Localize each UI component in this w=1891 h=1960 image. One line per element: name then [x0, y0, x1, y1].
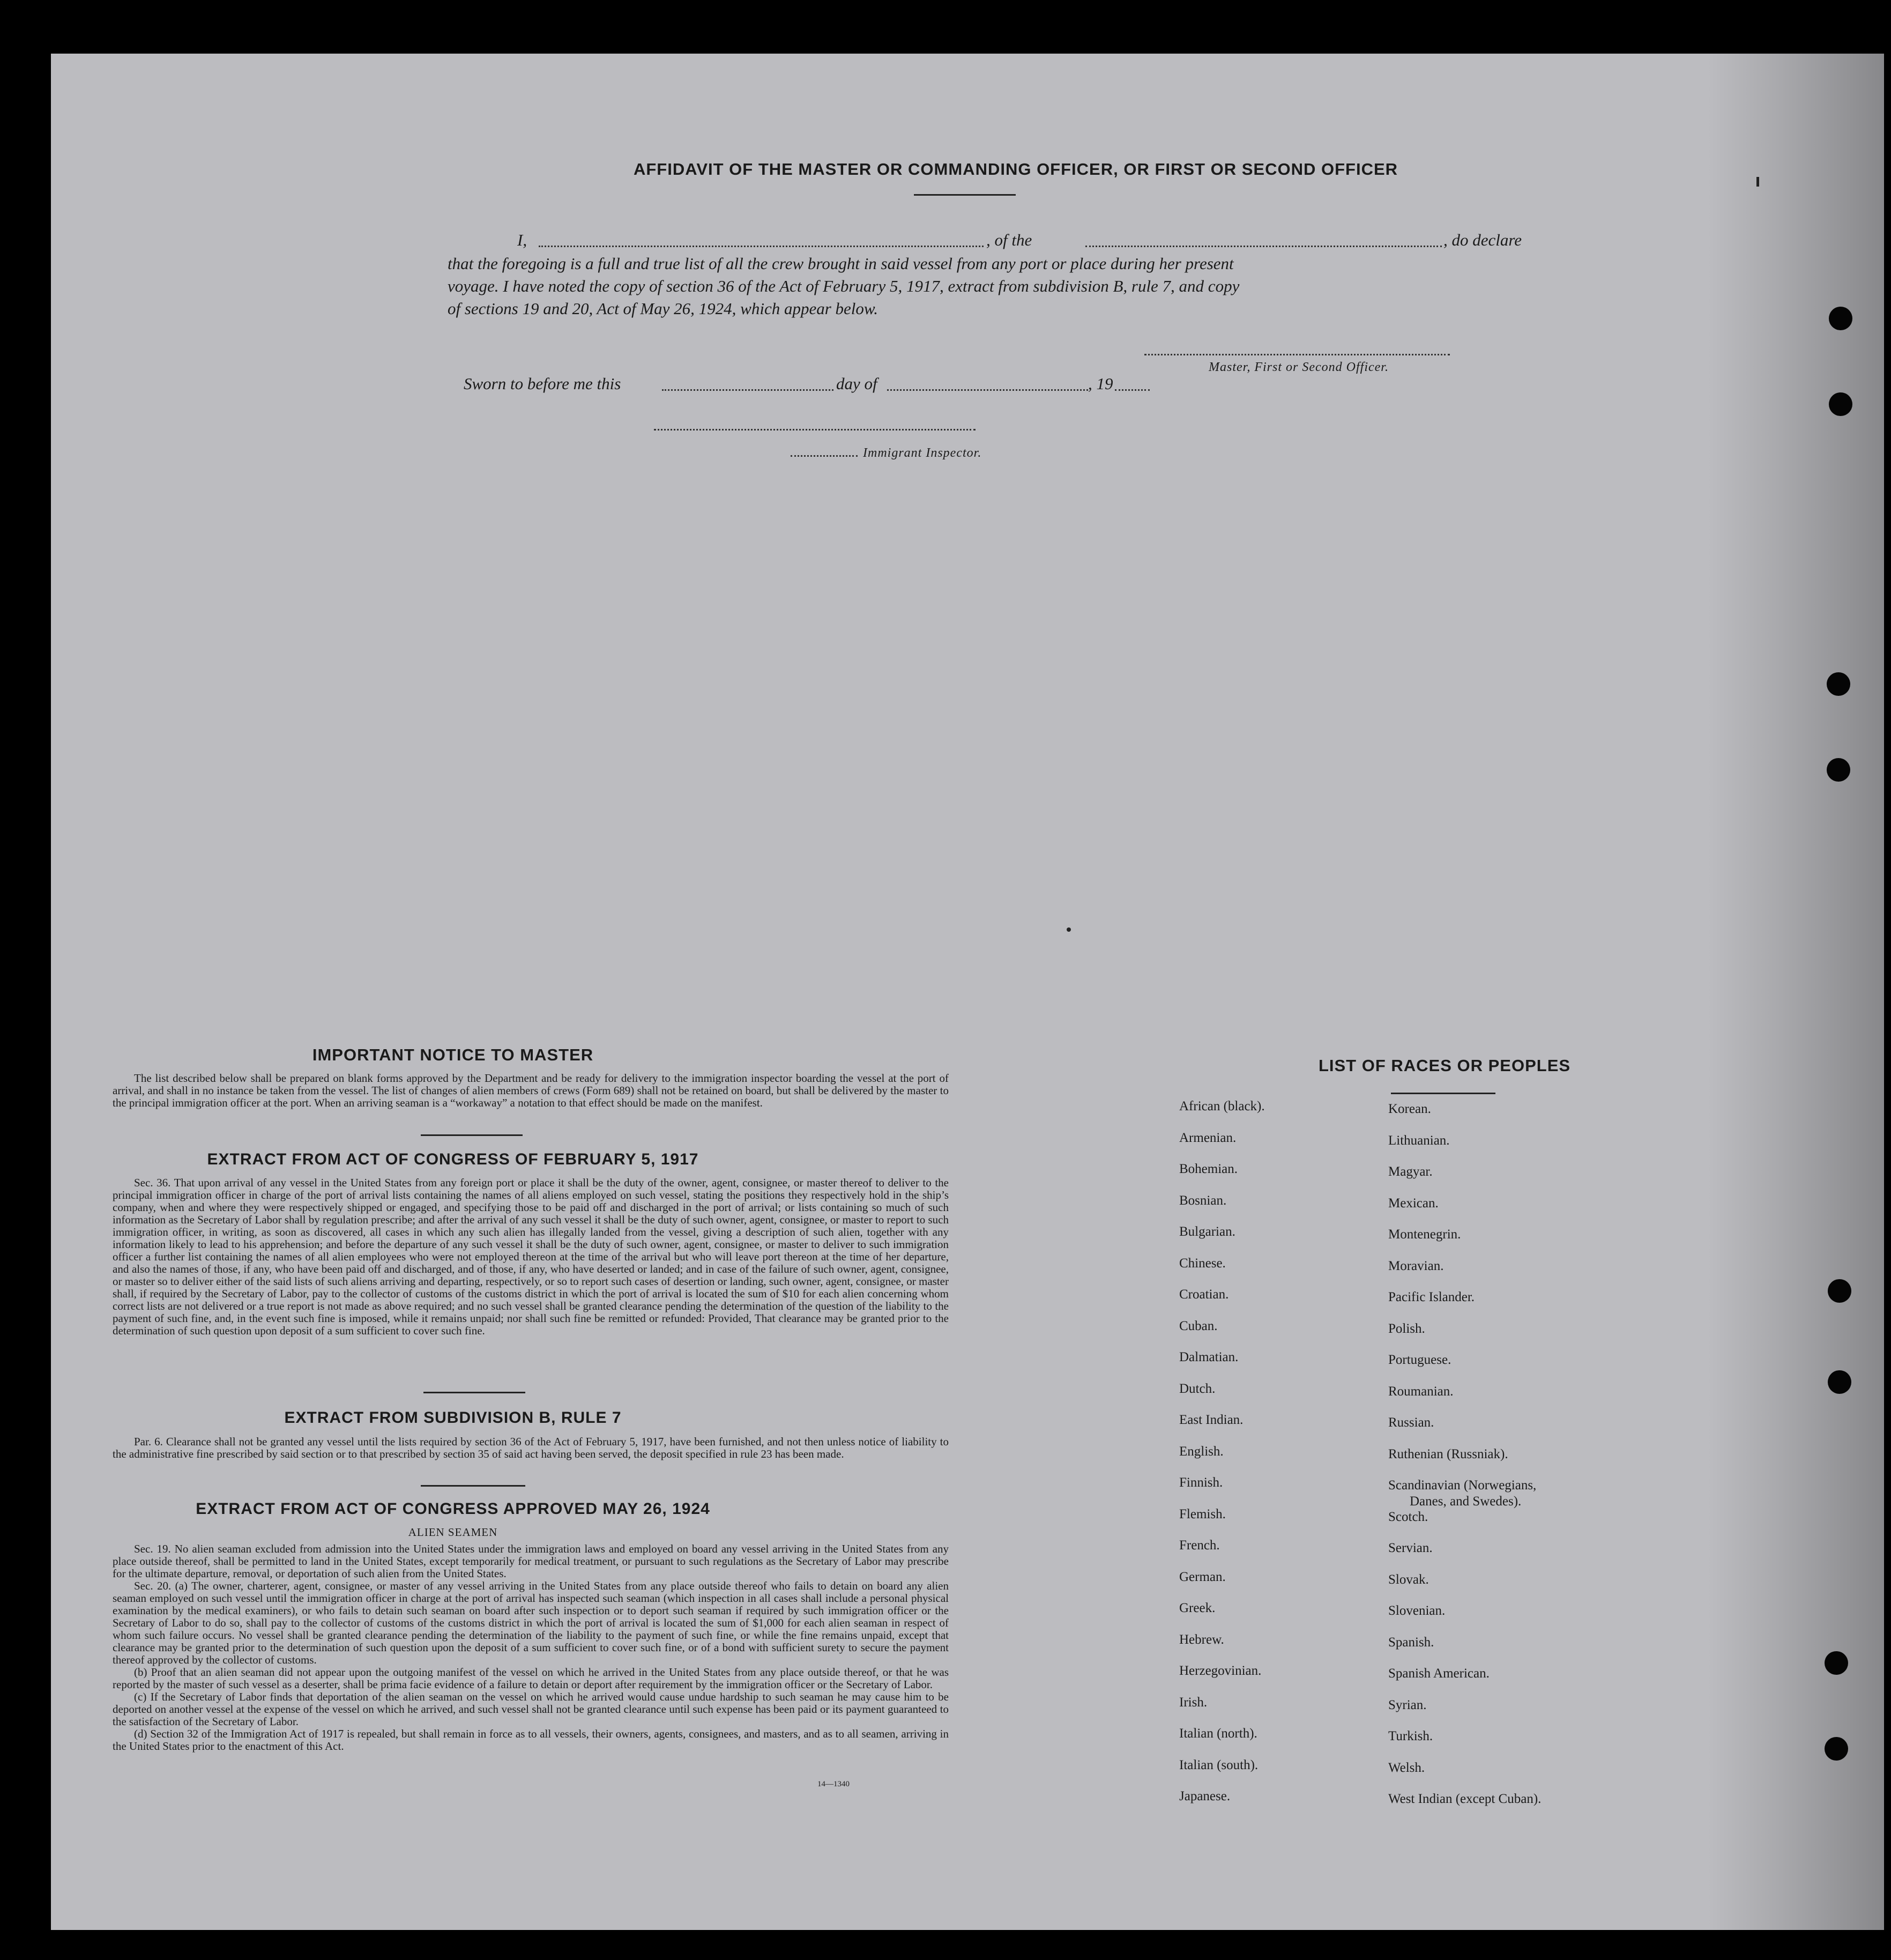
binder-hole [1829, 392, 1852, 416]
name-blank-field[interactable] [539, 234, 984, 247]
race-item: Croatian. [1179, 1287, 1229, 1302]
binder-hole [1827, 758, 1850, 782]
race-item: Chinese. [1179, 1256, 1226, 1271]
alien-seamen-subtitle: ALIEN SEAMEN [408, 1526, 498, 1539]
race-item: Mexican. [1388, 1196, 1439, 1211]
race-item: Slovak. [1388, 1572, 1429, 1587]
section-20d-paragraph: (d) Section 32 of the Immigration Act of 1917 is repealed, but shall remain in force as to all vessels, their owners, agents, consignees, and masters, and as to all seamen, arriving in the United States prior to the enactment of this Act. [113, 1727, 949, 1753]
race-item: Turkish. [1388, 1729, 1433, 1743]
affidavit-line-4: of sections 19 and 20, Act of May 26, 1924, which appear below. [448, 299, 879, 318]
title-divider [914, 194, 1016, 196]
vessel-blank-field[interactable] [1085, 234, 1442, 247]
section-36-paragraph: Sec. 36. That upon arrival of any vessel in the United States from any foreign port or place it shall be the duty of the owner, agent, consignee, or master thereof to deliver to the principal immigration officer in charge of the port of arrival lists containing the names of all aliens employed on such vessel, stating the positions they respectively hold in the ship’s company, when and where they were respectively shipped or engaged, and specifying those to be paid off and discharged in the port of arrival; or lists containing so much of such information as the Secretary of Labor shall by regulation prescribe; and after the arrival of any such vessel it shall be the duty of such owner, agent, consignee, or master to report to such immigration officer, in writing, as soon as discovered, all cases in which any such alien has illegally landed from the vessel, giving a description of such alien, together with any information likely to lead to his apprehension; and before the departure of any such vessel it shall be the duty of such owner, agent, consignee, or master to deliver to such immigration officer a further list containing the names of all alien employees who were not employed thereon at the time of the arrival but who will leave port thereon at the time of her departure, and also the names of those, if any, who have been paid off and discharged, and of those, if any, who have deserted or landed; and in case of the failure of such owner, agent, consignee, or master so to deliver either of the said lists of such aliens arriving and departing, respectively, or so to report such cases of desertion or landing, such owner, agent, consignee, or master shall, if required by the Secretary of Labor, pay to the collector of customs of the customs district in which the port of arrival is located the sum of $10 for each alien concerning whom correct lists are not delivered or a true report is not made as above required; and no such vessel shall be granted clearance pending the determination of the question of the liability to the payment of such fine, and, in the event such fine is imposed, while it remains unpaid; nor shall such fine be remitted or refunded: Provided, That clearance may be granted prior to the determination of such question upon deposit of a sum sufficient to cover such fine. [113, 1176, 949, 1337]
race-item: East Indian. [1179, 1413, 1244, 1427]
affidavit-i: I, [517, 231, 527, 249]
notice-title: IMPORTANT NOTICE TO MASTER [312, 1045, 594, 1064]
race-item: African (black). [1179, 1099, 1265, 1113]
race-item: Japanese. [1179, 1789, 1231, 1803]
race-item: Flemish. [1179, 1506, 1226, 1521]
sworn-year: , 19 [1088, 374, 1113, 393]
extract-1924-title: EXTRACT FROM ACT OF CONGRESS APPROVED MAY 26, 1924 [196, 1500, 710, 1518]
race-item: Slovenian. [1388, 1603, 1446, 1618]
race-item: Dutch. [1179, 1381, 1216, 1396]
race-item: Spanish. [1388, 1635, 1434, 1650]
rule-7-body [113, 1436, 949, 1460]
race-item: Greek. [1179, 1601, 1216, 1615]
race-item: Pacific Islander. [1388, 1290, 1475, 1304]
inspector-caption: Immigrant Inspector. [863, 446, 982, 460]
notice-divider [421, 1134, 523, 1136]
race-item: Magyar. [1388, 1164, 1433, 1179]
binder-hole [1827, 672, 1850, 696]
race-item: Welsh. [1388, 1760, 1425, 1775]
race-item: Italian (south). [1179, 1757, 1259, 1772]
races-left-column [1179, 1099, 1367, 1821]
race-item: Italian (north). [1179, 1726, 1257, 1741]
sworn-day-of: day of [836, 374, 877, 393]
race-item: Russian. [1388, 1415, 1434, 1430]
race-item: Armenian. [1179, 1130, 1237, 1145]
form-number: 14—1340 [817, 1780, 850, 1788]
race-item: Hebrew. [1179, 1632, 1224, 1647]
master-signature-line[interactable] [1144, 354, 1450, 355]
section-20a-paragraph: Sec. 20. (a) The owner, charterer, agent, consignee, or master of any vessel arriving in the United States from any place outside thereof who fails to detain on board any alien seaman employed on such vessel until the immigration officer in charge at the port of arrival has inspected such seaman (which inspection in all cases shall include a personal physical examination by the medical examiners), or who fails to detain such seaman on board after such inspection or to deport such seaman if required by such immigration officer or the Secretary of Labor to do so, shall pay to the collector of customs of the customs district in which the port of arrival is located the sum of $1,000 for each alien seaman in respect of whom such failure occurs. No vessel shall be granted clearance pending the determination of the liability to the payment of such fine, or while the fine remains unpaid, except that clearance may be granted prior to the determination of such question upon the deposit of a sum sufficient to cover such fine, or of a bond with sufficient surety to secure the payment thereof approved by the collector of customs. [113, 1579, 949, 1666]
extract-1917-body [113, 1177, 949, 1337]
race-item: English. [1179, 1444, 1224, 1459]
inspector-signature-line[interactable] [654, 429, 976, 430]
scan-mark [1756, 177, 1759, 187]
section-20c-paragraph: (c) If the Secretary of Labor finds that deportation of the alien seaman on the vessel on which he arrived would cause undue hardship to such seaman he may cause him to be deported on another vessel at the expense of the vessel on which he arrived, and such vessel shall not be granted clearance until such expense has been paid or its payment guaranteed to the satisfaction of the Secretary of Labor. [113, 1690, 949, 1728]
race-item: Korean. [1388, 1102, 1431, 1116]
extract-1924-body [113, 1543, 949, 1753]
races-title: LIST OF RACES OR PEOPLES [1318, 1056, 1571, 1075]
affidavit-of-the: , of the [986, 231, 1032, 249]
sworn-month-field[interactable] [887, 377, 1088, 391]
race-item: Polish. [1388, 1321, 1425, 1336]
affidavit-line-2: that the foregoing is a full and true list of all the crew brought in said vessel from any port or place during her present [448, 254, 1234, 273]
race-item: Roumanian. [1388, 1384, 1454, 1399]
race-item: Ruthenian (Russniak). [1388, 1446, 1508, 1461]
rule-7-divider [421, 1485, 525, 1487]
affidavit-title: AFFIDAVIT OF THE MASTER OR COMMANDING OFFICER, OR FIRST OR SECOND OFFICER [633, 160, 1398, 179]
scandinavian-continuation: Danes, and Swedes). [1410, 1494, 1522, 1509]
race-item: Spanish American. [1388, 1666, 1490, 1681]
extract-1917-divider [423, 1392, 525, 1393]
races-divider [1391, 1093, 1495, 1094]
binder-hole [1828, 1370, 1851, 1394]
race-item: Herzegovinian. [1179, 1664, 1262, 1678]
inspector-caption-leader [791, 448, 858, 457]
race-item: West Indian (except Cuban). [1388, 1792, 1542, 1806]
rule-7-title: EXTRACT FROM SUBDIVISION B, RULE 7 [284, 1409, 622, 1427]
race-item: Bohemian. [1179, 1162, 1238, 1176]
binder-hole [1829, 307, 1852, 330]
sworn-day-field[interactable] [662, 377, 833, 391]
binder-hole [1825, 1737, 1848, 1761]
sworn-year-field[interactable] [1115, 377, 1150, 391]
master-caption: Master, First or Second Officer. [1209, 360, 1389, 374]
races-right-column [1388, 1102, 1667, 1823]
section-19-paragraph: Sec. 19. No alien seaman excluded from admission into the United States under the immigration laws and employed on board any vessel arriving in the United States from any place outside thereof, shall be permitted to land in the United States, except temporarily for medical treatment, or pursuant to such regulations as the Secretary of Labor may prescribe for the ultimate departure, removal, or deportation of such alien from the United States. [113, 1542, 949, 1580]
race-item: Bosnian. [1179, 1193, 1227, 1208]
scan-mark [1067, 927, 1071, 932]
extract-1917-title: EXTRACT FROM ACT OF CONGRESS OF FEBRUARY 5, 1917 [207, 1150, 699, 1168]
race-item: Moravian. [1388, 1258, 1444, 1273]
document-sheet [51, 54, 1884, 1930]
section-20b-paragraph: (b) Proof that an alien seaman did not appear upon the outgoing manifest of the vessel on which he arrived in the United States from any place outside thereof, or that he was reported by the master of such vessel as a deserter, shall be prima facie evidence of a failure to detain or deport after requirement by the immigration officer or the Secretary of Labor. [113, 1666, 949, 1691]
notice-paragraph: The list described below shall be prepared on blank forms approved by the Department and be ready for delivery to the immigration inspector boarding the vessel at the port of arrival, and shall in no instance be taken from the vessel. The list of changes of alien members of crews (Form 689) shall not be retained on board, but shall be delivered by the master to the principal immigration officer at the port. When an arriving seaman is a “workaway” a notation to that effect should be made on the manifest. [113, 1072, 949, 1109]
race-item: Finnish. [1179, 1475, 1223, 1490]
race-item: Scotch. [1388, 1509, 1428, 1524]
race-item: Irish. [1179, 1695, 1208, 1710]
affidavit-declare: , do declare [1443, 231, 1522, 249]
race-item: French. [1179, 1538, 1220, 1553]
inspector-caption-row [791, 446, 981, 461]
race-item: Scandinavian (Norwegians, [1388, 1478, 1537, 1493]
notice-body [113, 1072, 949, 1109]
race-item: Portuguese. [1388, 1353, 1451, 1367]
binder-hole [1825, 1651, 1848, 1675]
race-item: Montenegrin. [1388, 1227, 1461, 1242]
binder-hole [1828, 1279, 1851, 1303]
race-item: Dalmatian. [1179, 1350, 1239, 1364]
race-item: Bulgarian. [1179, 1224, 1235, 1239]
sworn-prefix: Sworn to before me this [464, 374, 621, 393]
race-item: Cuban. [1179, 1318, 1218, 1333]
race-item: Lithuanian. [1388, 1133, 1450, 1148]
race-item: Syrian. [1388, 1697, 1427, 1712]
rule-7-paragraph: Par. 6. Clearance shall not be granted any vessel until the lists required by section 36 of the Act of February 5, 1917, have been furnished, and not then unless notice of liability to the administrative fine prescribed by said section or to that prescribed by section 35 of said act having been served, the deposit specified in rule 23 has been made. [113, 1435, 949, 1460]
affidavit-line-3: voyage. I have noted the copy of section 36 of the Act of February 5, 1917, extract from subdivision B, rule 7, and copy [448, 277, 1240, 295]
race-item: German. [1179, 1569, 1226, 1584]
race-item: Servian. [1388, 1541, 1433, 1555]
